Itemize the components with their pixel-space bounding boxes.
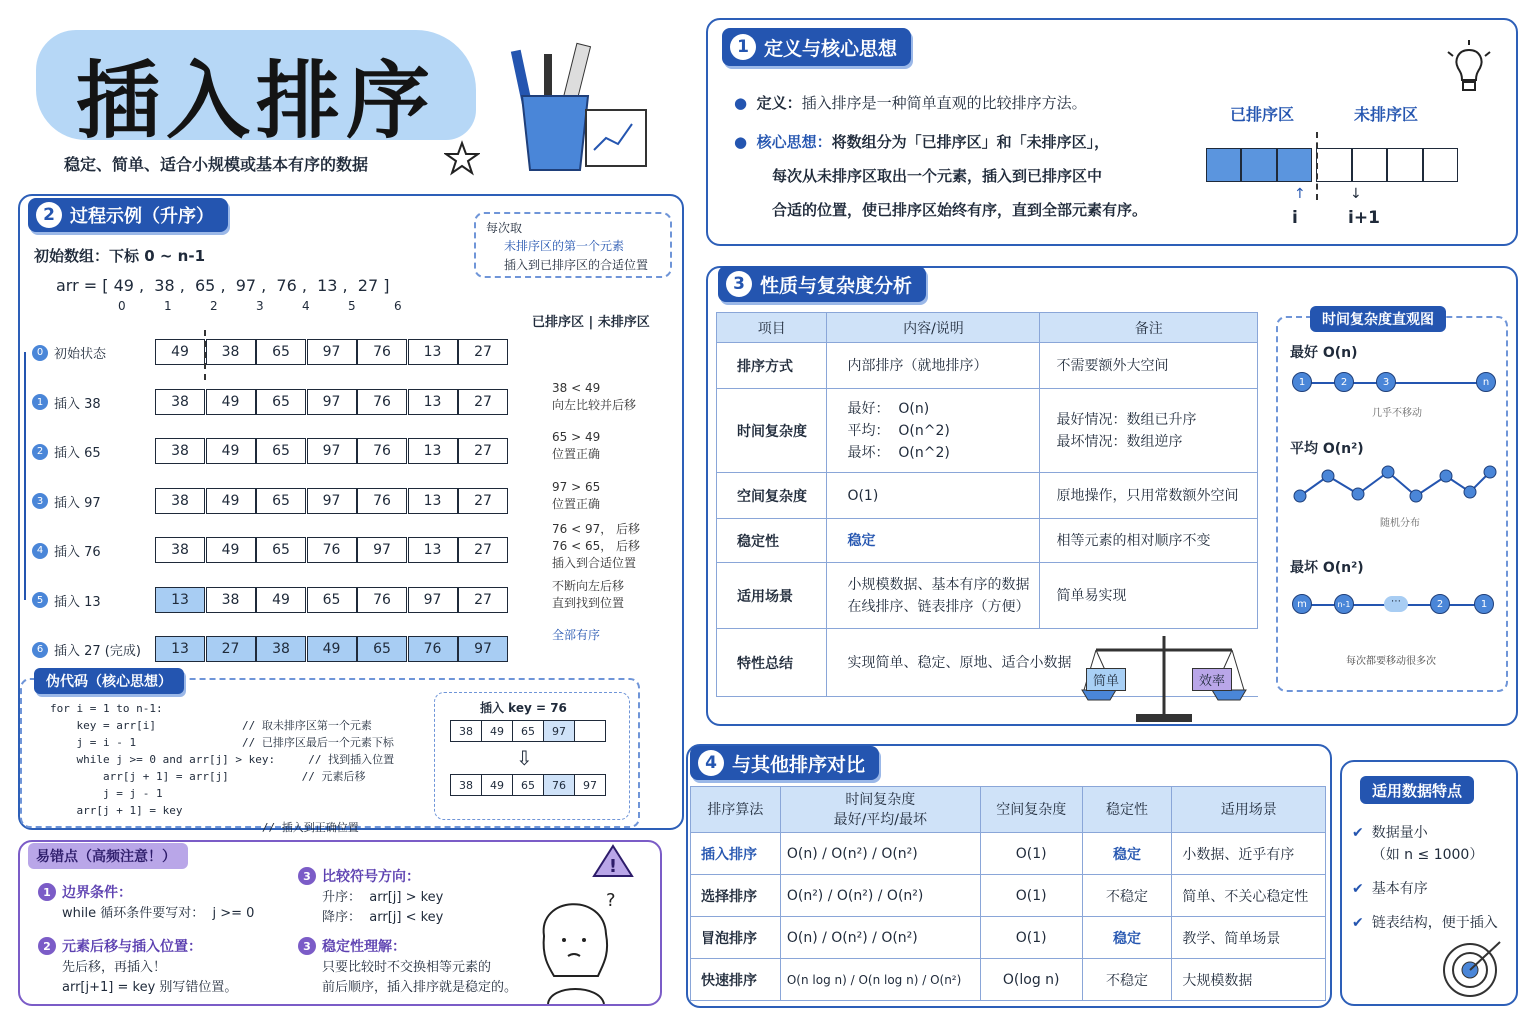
best-node: 2 [1334, 372, 1354, 392]
step-note: 76 < 97， 后移 76 < 65， 后移 插入到合适位置 [552, 522, 641, 570]
array-index: 0 [118, 299, 126, 313]
star-icon [444, 140, 480, 176]
array-cell: 97 [307, 488, 357, 514]
worst-node: 2 [1430, 594, 1450, 614]
array-cell: 27 [458, 389, 508, 415]
compare-header: 时间复杂度 最好/平均/最坏 [780, 787, 980, 833]
core-idea-line: ● 核心思想：将数组分为「已排序区」和「未排序区」， [734, 133, 1110, 151]
section4-title: 4 与其他排序对比 [690, 746, 879, 780]
step-badge: 3 [32, 493, 48, 509]
property-item: 稳定性 [717, 519, 827, 563]
worst-label: 最坏 O(n²) [1290, 560, 1364, 576]
property-content: O(1) [827, 473, 1040, 519]
compare-row [691, 833, 1326, 875]
pitfall-title: 元素后移与插入位置： [62, 939, 202, 955]
pitfall-body: 升序： arr[j] > key 降序： arr[j] < key [322, 890, 444, 925]
array-cell: 76 [357, 587, 407, 613]
mini-cell-top: 97 [543, 720, 575, 742]
complexity-chart-title: 时间复杂度直观图 [1310, 306, 1446, 332]
pitfall-badge: 3 [298, 937, 316, 955]
check-icon: ✔ [1352, 825, 1364, 841]
compare-header: 空间复杂度 [980, 787, 1082, 833]
fit-item [1352, 878, 1428, 900]
compare-header: 适用场景 [1172, 787, 1326, 833]
process-row-label [32, 640, 141, 659]
array-cell: 97 [408, 587, 458, 613]
mini-cell-bottom: 76 [543, 774, 575, 796]
property-item: 排序方式 [717, 343, 827, 389]
process-row-label [32, 343, 106, 362]
property-item: 时间复杂度 [717, 389, 827, 473]
compare-name: 快速排序 [691, 959, 781, 1001]
mini-down-arrow: ⇩ [516, 746, 533, 770]
property-content: 最好： O(n) 平均： O(n^2) 最坏： O(n^2) [827, 389, 1040, 473]
compare-header-row [691, 787, 1326, 833]
array-cell: 97 [307, 389, 357, 415]
array-index: 3 [256, 299, 264, 313]
mini-cell-bottom: 38 [450, 774, 482, 796]
array-cell: 76 [408, 636, 458, 662]
compare-header: 稳定性 [1082, 787, 1172, 833]
array-cell: 65 [307, 587, 357, 613]
array-cell: 65 [256, 389, 306, 415]
array-cell: 49 [307, 636, 357, 662]
pointer-i-label: i [1292, 208, 1298, 228]
fit-item-text: 链表结构，便于插入 [1371, 915, 1498, 931]
array-cell: 49 [206, 438, 256, 464]
table-row [717, 519, 1258, 563]
step-badge: 4 [32, 543, 48, 559]
table-header: 项目 [717, 313, 827, 343]
array-cell: 27 [458, 537, 508, 563]
compare-header: 排序算法 [691, 787, 781, 833]
property-content: 稳定 [827, 519, 1040, 563]
compare-name: 冒泡排序 [691, 917, 781, 959]
initial-array-text: arr = [ 49 , 38 , 65 , 97 , 76 , 13 , 27 ] [56, 276, 390, 295]
step-label: 插入 97 [54, 495, 101, 511]
svg-text:?: ? [606, 890, 616, 911]
step-label: 插入 38 [54, 396, 101, 412]
pointer-i1-label: i+1 [1348, 208, 1380, 228]
avg-note: 随机分布 [1380, 518, 1420, 529]
mini-example-title: 插入 key = 76 [480, 701, 567, 715]
array-cell: 38 [206, 339, 256, 365]
array-cell: 97 [307, 339, 357, 365]
step-badge: 5 [32, 592, 48, 608]
table-row [717, 473, 1258, 519]
lightbulb-icon [1442, 40, 1496, 98]
array-cell: 49 [155, 339, 205, 365]
tip-line1: 每次取 [486, 221, 523, 235]
target-icon [1440, 936, 1506, 998]
best-label: 最好 O(n) [1290, 345, 1358, 361]
compare-name: 选择排序 [691, 875, 781, 917]
compare-table [690, 786, 1326, 1001]
step-note: 65 > 49 位置正确 [552, 430, 601, 461]
array-cell: 13 [408, 438, 458, 464]
pointer-i-arrow: ↑ [1294, 186, 1306, 202]
mini-cell-top: 38 [450, 720, 482, 742]
step-label: 插入 65 [54, 446, 101, 461]
array-cell: 65 [256, 438, 306, 464]
tip-line3: 插入到已排序区的合适位置 [504, 258, 649, 272]
step-badge: 0 [32, 345, 48, 361]
pitfall-heading [298, 866, 420, 886]
pitfall-body: 只要比较时不交换相等元素的 前后顺序，插入排序就是稳定的。 [322, 960, 518, 995]
property-item: 空间复杂度 [717, 473, 827, 519]
zone-label: 已排序区 | 未排序区 [532, 315, 650, 330]
process-row-label [32, 541, 101, 560]
compare-stable: 稳定 [1082, 833, 1172, 875]
array-cell: 49 [256, 587, 306, 613]
step-label: 插入 76 [54, 545, 101, 560]
compare-time: O(n) / O(n²) / O(n²) [780, 917, 980, 959]
array-cell: 13 [408, 488, 458, 514]
array-index: 6 [394, 299, 402, 313]
property-content: 小规模数据、基本有序的数据 在线排序、链表排序（方便） [827, 563, 1040, 629]
worst-dots: ⋯ [1384, 596, 1408, 612]
pitfalls-title: 易错点（高频注意！） [28, 843, 188, 869]
property-remark: 简单易实现 [1040, 563, 1258, 629]
step-badge: 1 [32, 394, 48, 410]
array-cell: 27 [458, 587, 508, 613]
best-note: 几乎不移动 [1372, 408, 1422, 419]
compare-scene: 简单、不关心稳定性 [1172, 875, 1326, 917]
mini-cell-top: 49 [481, 720, 513, 742]
property-remark: 相等元素的相对顺序不变 [1040, 519, 1258, 563]
warning-icon [592, 844, 634, 878]
pseudo-title: 伪代码（核心思想） [34, 668, 184, 694]
mini-cell-bottom: 65 [512, 774, 544, 796]
pointer-i1-arrow: ↓ [1350, 186, 1362, 202]
process-row-label [32, 393, 101, 412]
compare-name: 插入排序 [691, 833, 781, 875]
pitfall-badge: 1 [38, 883, 56, 901]
table-row [717, 389, 1258, 473]
step-note: 全部有序 [552, 628, 601, 642]
property-remark: 最好情况：数组已升序 最坏情况：数组逆序 [1040, 389, 1258, 473]
avg-wave [1290, 462, 1500, 508]
array-cell: 13 [408, 389, 458, 415]
tip-line2: 未排序区的第一个元素 [504, 239, 625, 253]
section3-title: 3 性质与复杂度分析 [718, 266, 926, 302]
fit-item-text: 基本有序 [1371, 881, 1428, 897]
best-node: 3 [1376, 372, 1396, 392]
core-idea-line3: 合适的位置，使已排序区始终有序，直到全部元素有序。 [772, 201, 1148, 219]
mini-cell-bottom: 97 [574, 774, 606, 796]
array-cell: 49 [206, 488, 256, 514]
property-content: 实现简单、稳定、原地、适合小数据 [827, 629, 1258, 697]
table-header: 备注 [1040, 313, 1258, 343]
page-title: 插入排序 [76, 52, 437, 150]
property-remark: 原地操作，只用常数额外空间 [1040, 473, 1258, 519]
array-cell: 65 [357, 636, 407, 662]
array-cell: 13 [155, 587, 205, 613]
array-cell: 38 [155, 389, 205, 415]
array-index: 5 [348, 299, 356, 313]
step-note: 97 > 65 位置正确 [552, 479, 601, 511]
section1-title: 1 定义与核心思想 [722, 28, 911, 66]
compare-row [691, 959, 1326, 1001]
fit-item [1352, 912, 1498, 934]
avg-label: 平均 O(n²) [1290, 441, 1364, 457]
pitfall-badge: 3 [298, 867, 316, 885]
table-header-row [717, 313, 1258, 343]
pitfall-body: 先后移，再插入！ arr[j+1] = key 别写错位置。 [62, 960, 238, 995]
process-row-label [32, 442, 101, 461]
array-cell: 65 [256, 339, 306, 365]
step-label: 插入 27 (完成) [54, 644, 141, 659]
worst-node: n-1 [1334, 594, 1354, 614]
array-cell: 65 [256, 537, 306, 563]
property-item: 适用场景 [717, 563, 827, 629]
mini-cell-bottom: 49 [481, 774, 513, 796]
initial-array-label: 初始数组：下标 0 ~ n-1 [34, 247, 206, 265]
compare-scene: 教学、简单场景 [1172, 917, 1326, 959]
pitfall-title: 边界条件： [62, 885, 132, 901]
diagram-unsorted-label: 未排序区 [1354, 105, 1419, 124]
compare-row [691, 875, 1326, 917]
table-row [717, 343, 1258, 389]
process-row-label [32, 591, 101, 610]
array-index: 4 [302, 299, 310, 313]
array-cell: 38 [206, 587, 256, 613]
mini-cell-top: 65 [512, 720, 544, 742]
compare-space: O(log n) [980, 959, 1082, 1001]
compare-time: O(n²) / O(n²) / O(n²) [780, 875, 980, 917]
step-badge: 2 [32, 444, 48, 460]
compare-time: O(n) / O(n²) / O(n²) [780, 833, 980, 875]
array-cell: 38 [155, 438, 205, 464]
svg-text:!: ! [608, 856, 618, 877]
array-cell: 13 [155, 636, 205, 662]
array-cell: 27 [458, 339, 508, 365]
fit-data-title: 适用数据特点 [1360, 776, 1474, 804]
worst-node: 1 [1474, 594, 1494, 614]
array-cell: 38 [256, 636, 306, 662]
array-cell: 13 [408, 537, 458, 563]
fit-item-text: 数据量小 （如 n ≤ 1000） [1371, 825, 1484, 863]
fit-item [1352, 822, 1483, 866]
array-cell: 76 [357, 339, 407, 365]
array-cell: 97 [307, 438, 357, 464]
array-cell: 65 [256, 488, 306, 514]
compare-space: O(1) [980, 833, 1082, 875]
scale-left-label: 简单 [1086, 668, 1126, 691]
pitfall-heading [38, 882, 132, 902]
step-label: 初始状态 [54, 347, 107, 362]
process-vline [24, 352, 32, 600]
compare-time: O(n log n) / O(n log n) / O(n²) [780, 959, 980, 1001]
array-cell: 38 [155, 488, 205, 514]
array-cell: 13 [408, 339, 458, 365]
pseudo-code: for i = 1 to n-1: key = arr[i] // 取未排序区第一个元素 j = i - 1 // 已排序区最后一个元素下标 while j >= 0 and arr[j] > key: // 找到插入位置 arr[j + 1] = arr[j] // 元素后移 j = j - 1 arr[j + 1] = key // 插入到正确位置 [50, 702, 395, 834]
compare-stable: 不稳定 [1082, 875, 1172, 917]
best-node: n [1476, 372, 1496, 392]
property-content: 内部排序（就地排序） [827, 343, 1040, 389]
check-icon: ✔ [1352, 915, 1364, 931]
array-cell: 76 [357, 488, 407, 514]
array-cell: 97 [458, 636, 508, 662]
compare-stable: 不稳定 [1082, 959, 1172, 1001]
core-idea-line2: 每次从未排序区取出一个元素，插入到已排序区中 [772, 167, 1103, 185]
pitfall-heading [38, 936, 202, 956]
step-label: 插入 13 [54, 594, 101, 610]
table-row [717, 563, 1258, 629]
sorted-divider [204, 330, 206, 380]
compare-stable: 稳定 [1082, 917, 1172, 959]
check-icon: ✔ [1352, 881, 1364, 897]
diagram-divider [1316, 132, 1318, 200]
pitfall-title: 比较符号方向： [322, 869, 420, 885]
scale-right-label: 效率 [1192, 668, 1232, 691]
worst-node: m [1292, 594, 1312, 614]
property-remark: 不需要额外大空间 [1040, 343, 1258, 389]
worst-note: 每次都要移动很多次 [1346, 656, 1436, 667]
step-note: 38 < 49 向左比较并后移 [552, 380, 637, 412]
compare-scene: 大规模数据 [1172, 959, 1326, 1001]
array-cell: 27 [458, 488, 508, 514]
compare-scene: 小数据、近乎有序 [1172, 833, 1326, 875]
pencil-cup-icon [508, 40, 658, 180]
pitfall-body: while 循环条件要写对： j >= 0 [62, 906, 255, 921]
array-cell: 76 [357, 438, 407, 464]
array-cell: 76 [307, 537, 357, 563]
array-cell: 27 [458, 438, 508, 464]
definition-line: ● 定义：插入排序是一种简单直观的比较排序方法。 [734, 94, 1087, 112]
array-cell: 27 [206, 636, 256, 662]
mini-cell-top [574, 720, 606, 742]
compare-row [691, 917, 1326, 959]
compare-space: O(1) [980, 917, 1082, 959]
array-cell: 38 [155, 537, 205, 563]
step-badge: 6 [32, 642, 48, 658]
array-index: 2 [210, 299, 218, 313]
property-item: 特性总结 [717, 629, 827, 697]
array-cell: 76 [357, 389, 407, 415]
pitfall-badge: 2 [38, 937, 56, 955]
array-cell: 49 [206, 389, 256, 415]
array-index: 1 [164, 299, 172, 313]
array-cell: 49 [206, 537, 256, 563]
diagram-array [1206, 148, 1458, 182]
pitfall-heading [298, 936, 406, 956]
thinking-girl-icon [524, 876, 628, 1004]
process-row-label [32, 492, 101, 511]
compare-space: O(1) [980, 875, 1082, 917]
diagram-sorted-label: 已排序区 [1230, 105, 1295, 124]
page-subtitle: 稳定、简单、适合小规模或基本有序的数据 [64, 155, 369, 174]
pitfall-title: 稳定性理解： [322, 939, 406, 955]
best-node: 1 [1292, 372, 1312, 392]
array-cell: 97 [357, 537, 407, 563]
section2-title: 2 过程示例（升序） [28, 198, 228, 232]
table-header: 内容/说明 [827, 313, 1040, 343]
step-note: 不断向左后移 直到找到位置 [552, 578, 625, 610]
